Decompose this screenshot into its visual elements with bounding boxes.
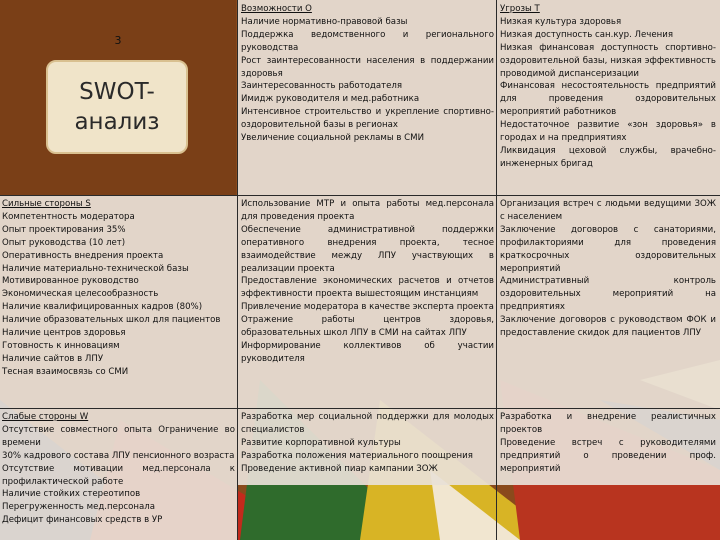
grid-divider — [0, 195, 720, 196]
opportunity-item: Интенсивное строительство и укрепление спортивно-оздоровительной базы в регионах — [241, 107, 494, 131]
so-item: Привлечение модератора в качестве эксперта проекта — [241, 302, 494, 313]
so-item: Предоставление экономических расчетов и отчетов эффективности проекта вышестоящим инстанциям — [241, 276, 494, 300]
threat-item: Низкая доступность сан.кур. Лечения — [500, 29, 674, 40]
wo-item: Проведение активной пиар кампании ЗОЖ — [241, 463, 438, 474]
strength-item: Наличие образовательных школ для пациентов — [2, 315, 221, 326]
threat-item: Низкая финансовая доступность спортивно-оздоровительной базы, низкая эффективность проводимой диспансеризации — [500, 42, 716, 79]
wt-item: Разработка и внедрение реалистичных проектов — [500, 412, 716, 435]
wo-item: Разработка мер социальной поддержки для молодых специалистов — [241, 412, 494, 435]
opportunity-item: Наличие нормативно-правовой базы — [241, 16, 408, 27]
weakness-item: Перегруженность мед.персонала — [2, 502, 156, 513]
weakness-item: Отсутствие совместного опыта Ограничение во времени — [2, 424, 235, 448]
opportunity-item: Рост заинтересованности населения в поддержании здоровья — [241, 55, 494, 79]
strength-item: Наличие сайтов в ЛПУ — [2, 353, 104, 364]
opportunity-item: Поддержка ведомственного и регионального руководства — [241, 29, 494, 53]
so-item: Обеспечение административной поддержки оперативного внедрения проекта, тесное взаимодействие между ЛПУ участвующих в реализации проекта — [241, 224, 494, 274]
st-item: Организация встреч с людьми ведущими ЗОЖ с населением — [500, 199, 716, 222]
strength-item: Мотивированное руководство — [2, 276, 139, 287]
so-item: Использование МТР и опыта работы мед.персонала для проведения проекта — [241, 199, 494, 222]
strength-item: Оперативность внедрения проекта — [2, 250, 164, 261]
st-item: Заключение договоров с руководством ФОК и предоставление скидок для пациентов ЛПУ — [500, 315, 716, 339]
strength-item: Компетентность модератора — [2, 211, 135, 222]
grid-divider — [237, 0, 238, 540]
weakness-item: Наличие стойких стереотипов — [2, 489, 141, 500]
threat-item: Низкая культура здоровья — [500, 16, 622, 27]
threat-item: Ликвидация цеховой службы, врачебно-инженерных бригад — [500, 145, 716, 169]
weakness-item: Отсутствие мотивации мед.персонала к профилактической работе — [2, 463, 235, 487]
opportunity-item: Заинтересованность работодателя — [241, 81, 403, 92]
strengths-heading: Сильные стороны S — [2, 199, 91, 209]
strengths-cell — [0, 196, 237, 408]
opportunities-heading: Возможности О — [241, 4, 312, 14]
st-item: Административный контроль оздоровительных мероприятий на предприятиях — [500, 276, 716, 313]
slide-number: 3 — [114, 34, 122, 47]
swot-title-line1: SWOT- — [79, 79, 155, 105]
so-item: Отражение работы центров здоровья, образовательных школ ЛПУ в СМИ на сайтах ЛПУ — [241, 315, 494, 339]
wt-strategies-cell — [497, 409, 720, 485]
wt-item: Проведение встреч с руководителями предприятий о проведении проф. мероприятий — [500, 437, 716, 474]
strength-item: Тесная взаимосвязь со СМИ — [2, 366, 129, 377]
wo-item: Разработка положения материального поощрения — [241, 450, 473, 461]
so-strategies-cell — [238, 196, 496, 408]
threats-heading: Угрозы Т — [500, 4, 540, 14]
strength-item: Наличие центров здоровья — [2, 328, 126, 339]
st-strategies-cell — [497, 196, 720, 408]
weakness-item: Дефицит финансовых средств в УР — [2, 515, 163, 526]
swot-title-line2: анализ — [74, 109, 160, 135]
strength-item: Наличие материально-технической базы — [2, 263, 189, 274]
opportunity-item: Увеличение социальной рекламы в СМИ — [241, 133, 425, 144]
strength-item: Опыт проектирования 35% — [2, 224, 126, 235]
st-item: Заключение договоров с санаториями, профилакториями для проведения краткосрочных оздоровительных мероприятий — [500, 224, 716, 274]
wo-strategies-cell — [238, 409, 496, 485]
strength-item: Опыт руководства (10 лет) — [2, 237, 126, 248]
weaknesses-heading: Слабые стороны W — [2, 412, 89, 422]
grid-divider — [496, 0, 497, 540]
strength-item: Готовность к инновациям — [2, 340, 120, 351]
strength-item: Наличие квалифицированных кадров (80%) — [2, 302, 203, 313]
strength-item: Экономическая целесообразность — [2, 289, 159, 300]
weaknesses-cell — [0, 409, 237, 540]
so-item: Информирование коллективов об участии руководителя — [241, 340, 494, 364]
threat-item: Недостаточное развитие «зон здоровья» в городах и на предприятиях — [500, 120, 716, 144]
weakness-item: 30% кадрового состава ЛПУ пенсионного возраста — [2, 450, 235, 461]
grid-divider — [0, 408, 720, 409]
opportunities-cell — [238, 0, 496, 195]
opportunity-item: Имидж руководителя и мед.работника — [241, 94, 420, 105]
threat-item: Финансовая несостоятельность предприятий для проведения оздоровительных мероприятий работников — [500, 81, 716, 118]
swot-title-box — [46, 60, 188, 154]
title-block — [0, 0, 236, 195]
threats-cell — [497, 0, 720, 195]
wo-item: Развитие корпоративной культуры — [241, 437, 401, 448]
